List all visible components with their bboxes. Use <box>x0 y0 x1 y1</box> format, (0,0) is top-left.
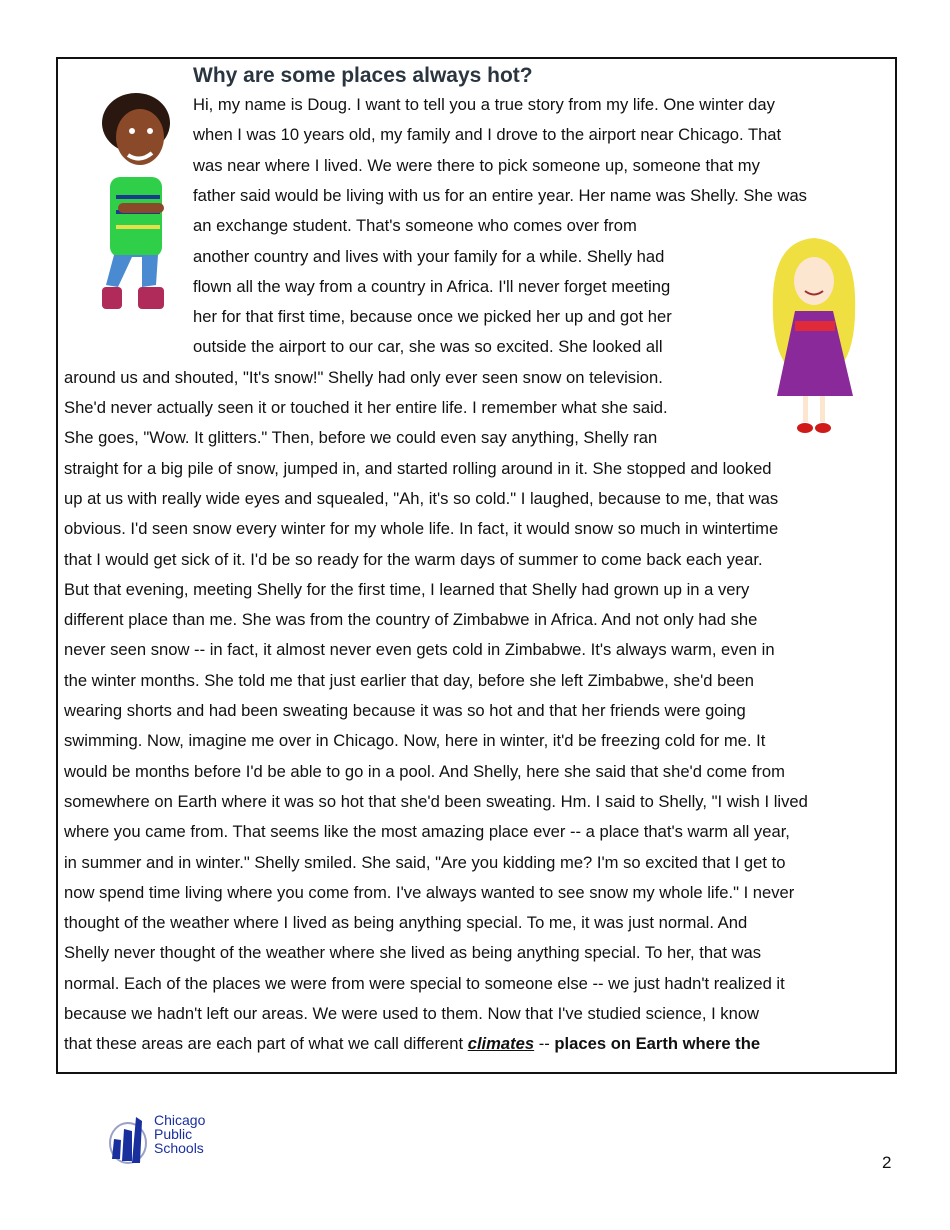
story-line: flown all the way from a country in Africa. I'll never forget meeting <box>193 276 671 296</box>
story-line: father said would be living with us for an entire year. Her name was Shelly. She was <box>193 185 807 205</box>
chicago-public-schools-logo <box>106 1113 226 1165</box>
story-line: the winter months. She told me that just earlier that day, before she left Zimbabwe, she'd been <box>64 670 755 690</box>
story-line: her for that first time, because once we picked her up and got her <box>193 307 672 327</box>
story-line: another country and lives with your family for a while. Shelly had <box>193 246 665 266</box>
story-line: that I would get sick of it. I'd be so ready for the warm days of summer to come back each year. <box>64 549 763 569</box>
story-line-final <box>64 1034 760 1054</box>
story-line: different place than me. She was from the country of Zimbabwe in Africa. And not only had she <box>64 610 758 630</box>
story-line: thought of the weather where I lived as being anything special. To me, it was just normal. And <box>64 913 748 933</box>
story-line: somewhere on Earth where it was so hot that she'd been sweating. Hm. I said to Shelly, "I wish I lived <box>64 791 808 811</box>
story-line: when I was 10 years old, my family and I drove to the airport near Chicago. That <box>193 125 782 145</box>
story-line: obvious. I'd seen snow every winter for my whole life. In fact, it would snow so much in wintertime <box>64 519 779 539</box>
story-line: was near where I lived. We were there to pick someone up, someone that my <box>193 155 760 175</box>
last-line-text: that these areas are each part of what we call different <box>64 1034 468 1053</box>
boy-illustration <box>88 85 183 317</box>
logo-text-line1: Chicago <box>154 1112 206 1128</box>
story-line: an exchange student. That's someone who comes over from <box>193 216 637 236</box>
story-line: straight for a big pile of snow, jumped in, and started rolling around in it. She stopped and looked <box>64 458 772 478</box>
story-line: normal. Each of the places we were from were special to someone else -- we just hadn't realized it <box>64 973 785 993</box>
story-line: around us and shouted, "It's snow!" Shelly had only ever seen snow on television. <box>64 367 663 387</box>
girl-illustration <box>765 236 863 446</box>
story-line: up at us with really wide eyes and squealed, "Ah, it's so cold." I laughed, because to me, that was <box>64 488 779 508</box>
story-line: But that evening, meeting Shelly for the first time, I learned that Shelly had grown up in a very <box>64 579 750 599</box>
story-line: never seen snow -- in fact, it almost never even gets cold in Zimbabwe. It's always warm, even in <box>64 640 775 660</box>
story-line: wearing shorts and had been sweating because it was so hot and that her friends were going <box>64 701 746 720</box>
logo-figures-icon <box>106 1113 152 1165</box>
page-number: 2 <box>882 1153 892 1172</box>
story-line: Shelly never thought of the weather where she lived as being anything special. To her, that was <box>64 943 762 963</box>
story-line: outside the airport to our car, she was so excited. She looked all <box>193 337 663 357</box>
story-line: in summer and in winter." Shelly smiled. She said, "Are you kidding me? I'm so excited that I get to <box>64 852 786 872</box>
term-definition: places on Earth where the <box>554 1034 761 1053</box>
vocabulary-term: climates <box>467 1034 535 1053</box>
story-line: now spend time living where you come from. I've always wanted to see snow my whole life." I never <box>64 882 795 902</box>
page-title: Why are some places always hot? <box>193 64 533 87</box>
logo-text-line2: Public <box>154 1126 193 1142</box>
story-line: because we hadn't left our areas. We were used to them. Now that I've studied science, I know <box>64 1004 760 1023</box>
story-line: She goes, "Wow. It glitters." Then, before we could even say anything, Shelly ran <box>64 428 658 448</box>
story-line: would be months before I'd be able to go in a pool. And Shelly, here she said that she'd come from <box>64 761 785 781</box>
logo-text-line3: Schools <box>154 1140 204 1156</box>
story-line: She'd never actually seen it or touched it her entire life. I remember what she said. <box>64 398 668 417</box>
story-line: Hi, my name is Doug. I want to tell you a true story from my life. One winter day <box>193 95 775 114</box>
story-line: swimming. Now, imagine me over in Chicago. Now, here in winter, it'd be freezing cold for me. It <box>64 731 766 751</box>
story-line: where you came from. That seems like the most amazing place ever -- a place that's warm all year, <box>64 822 790 842</box>
dash: -- <box>534 1034 555 1053</box>
